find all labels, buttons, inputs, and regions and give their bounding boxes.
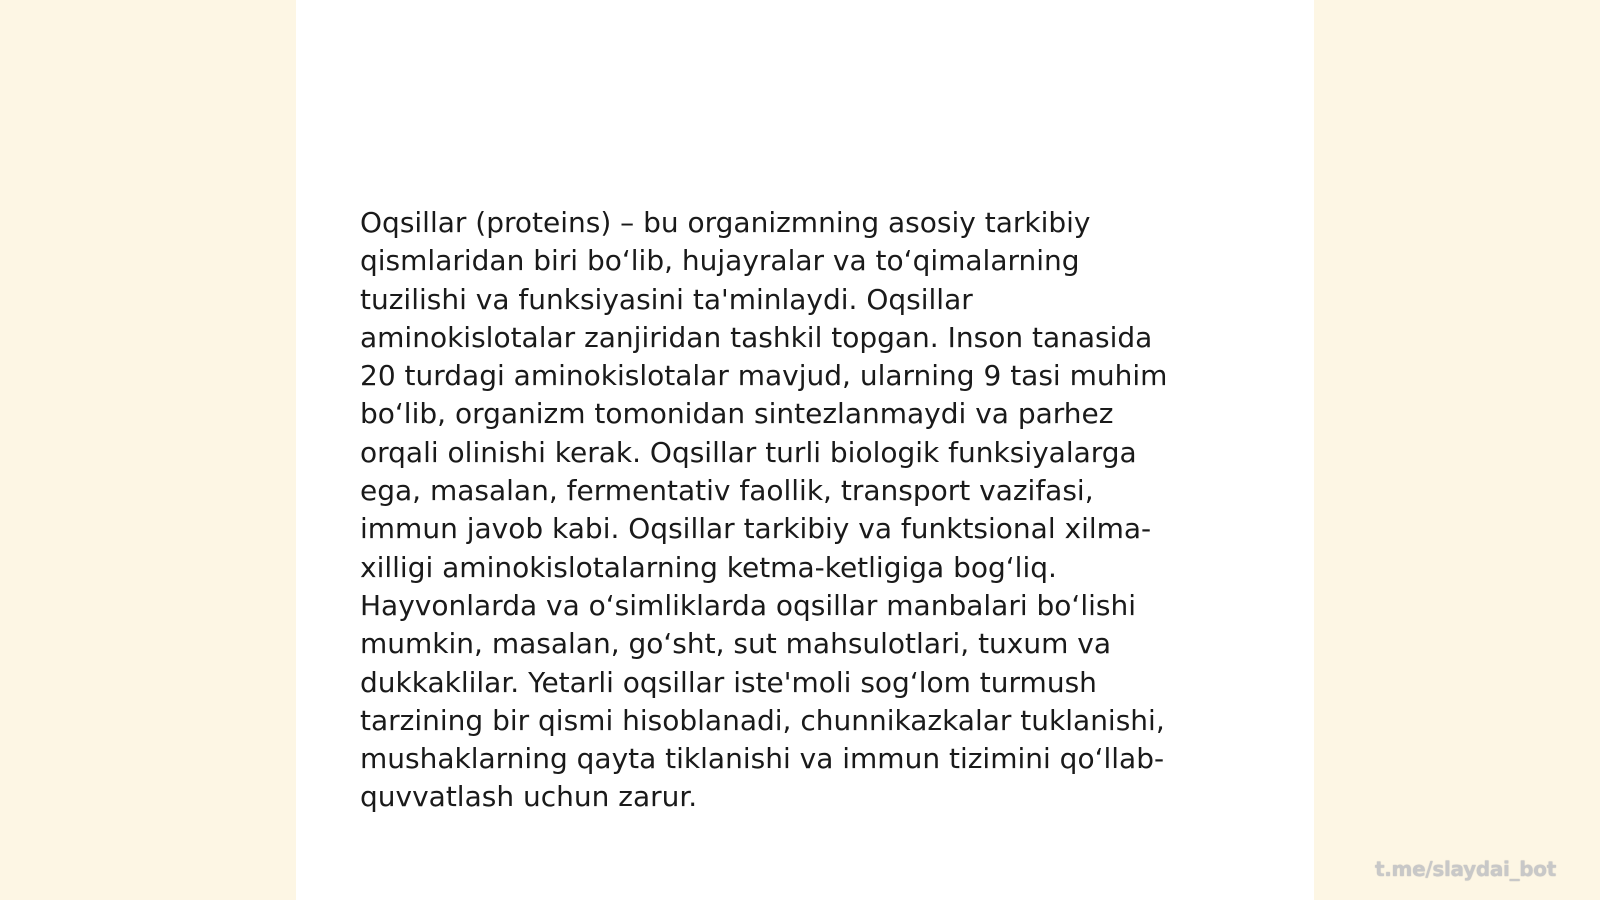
text-line: dukkaklilar. Yetarli oqsillar iste'moli sog‘lom turmush	[360, 665, 1097, 699]
text-line: ega, masalan, fermentativ faollik, transport vazifasi,	[360, 474, 1094, 508]
body-paragraph	[360, 204, 1240, 817]
text-line: qismlaridan biri bo‘lib, hujayralar va to‘qimalarning	[360, 244, 1080, 278]
text-line: orqali olinishi kerak. Oqsillar turli biologik funksiyalarga	[360, 435, 1137, 469]
text-line: tarzining bir qismi hisoblanadi, chunnikazkalar tuklanishi,	[360, 703, 1165, 737]
left-margin	[0, 0, 296, 900]
text-line: xilligi aminokislotalarning ketma-ketligiga bog‘liq.	[360, 550, 1057, 584]
text-line: mumkin, masalan, go‘sht, sut mahsulotlari, tuxum va	[360, 627, 1112, 661]
text-line: bo‘lib, organizm tomonidan sintezlanmaydi va parhez	[360, 397, 1114, 431]
text-line: tuzilishi va funksiyasini ta'minlaydi. Oqsillar	[360, 282, 973, 316]
text-line: immun javob kabi. Oqsillar tarkibiy va funktsional xilma-	[360, 512, 1152, 546]
right-margin	[1314, 0, 1600, 900]
text-line: Hayvonlarda va o‘simliklarda oqsillar manbalari bo‘lishi	[360, 588, 1137, 622]
text-line: 20 turdagi aminokislotalar mavjud, ularning 9 tasi muhim	[360, 359, 1168, 393]
watermark-text: t.me/slaydai_bot	[1374, 857, 1556, 881]
slide-page	[296, 0, 1314, 900]
text-line: mushaklarning qayta tiklanishi va immun tizimini qo‘llab-	[360, 742, 1165, 776]
text-line: aminokislotalar zanjiridan tashkil topgan. Inson tanasida	[360, 320, 1153, 354]
text-line: Oqsillar (proteins) – bu organizmning asosiy tarkibiy	[360, 206, 1091, 239]
text-line: quvvatlash uchun zarur.	[360, 780, 698, 814]
